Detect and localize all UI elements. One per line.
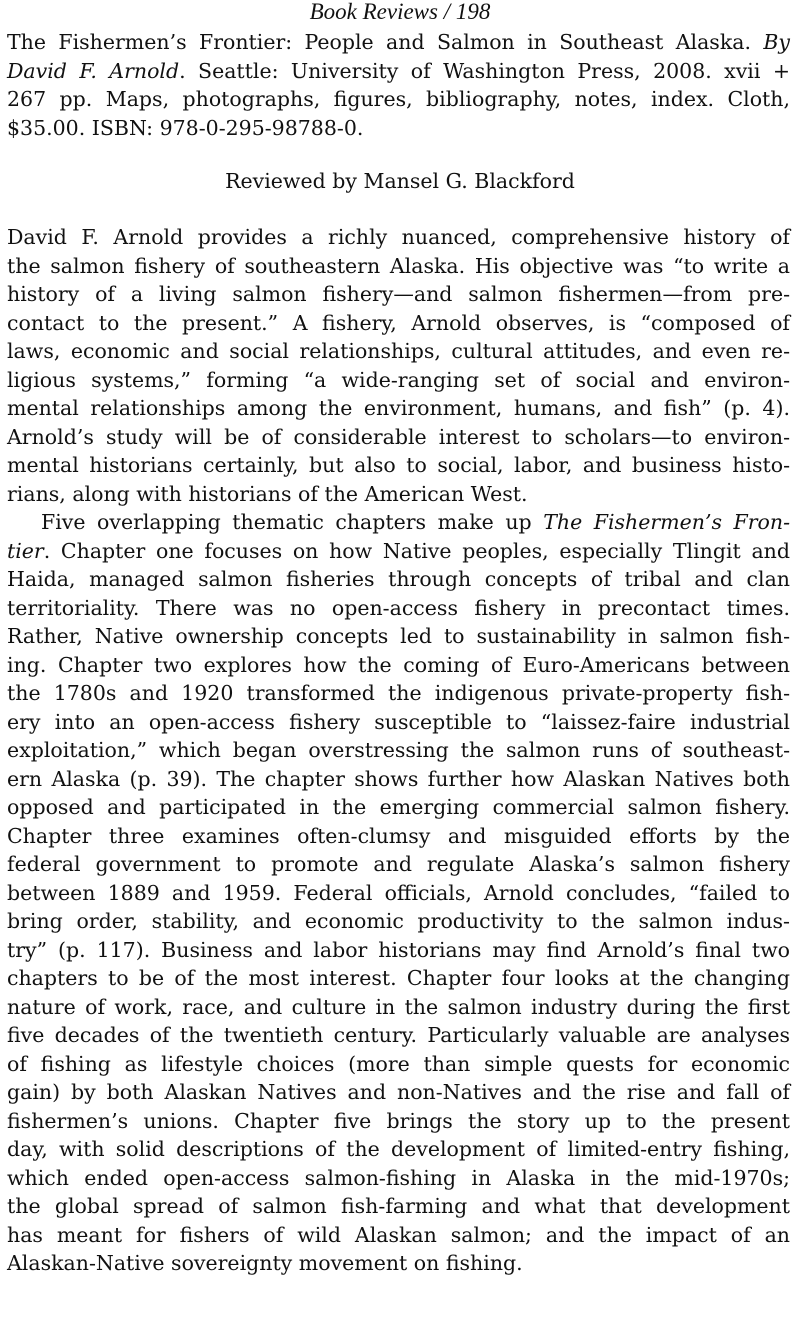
text-line (7, 679, 790, 708)
text-line (7, 907, 790, 936)
italic-text: By (763, 30, 790, 54)
text-line (7, 622, 790, 651)
italic-text: The Fishermen’s Fron- (543, 510, 791, 534)
text-line (7, 423, 790, 452)
text-line (7, 85, 790, 114)
text-segment: has meant for fishers of wild Alaskan salmon; and the impact of an (7, 1222, 790, 1247)
text-line (7, 936, 790, 965)
running-head: Book Reviews / 198 (309, 0, 491, 24)
text-segment: . Chapter one focuses on how Native peoples, especially Tlingit and (43, 538, 790, 563)
text-line (7, 508, 790, 537)
text-line (7, 765, 790, 794)
text-segment: ern Alaska (p. 39). The chapter shows further how Alaskan Natives both (7, 766, 790, 791)
reviewer-byline: Reviewed by Mansel G. Blackford (225, 169, 575, 193)
text-segment: gain) by both Alaskan Natives and non-Natives and the rise and fall of (7, 1080, 790, 1104)
text-segment: exploitation,” which began overstressing the salmon runs of southeast- (7, 738, 790, 762)
text-segment: bring order, stability, and economic productivity to the salmon indus- (7, 909, 790, 933)
text-line (7, 537, 790, 566)
text-segment: fishermen’s unions. Chapter five brings the story up to the present (7, 1108, 790, 1133)
text-segment: the salmon fishery of southeastern Alaska. His objective was “to write a (7, 253, 790, 278)
text-segment: $35.00. ISBN: 978-0-295-98788-0. (7, 115, 364, 140)
text-line (7, 280, 790, 309)
italic-text: David F. Arnold (7, 58, 180, 83)
text-segment: Haida, managed salmon fisheries through concepts of tribal and clan (7, 567, 790, 591)
text-line (7, 28, 790, 57)
text-segment: Arnold’s study will be of considerable interest to scholars—to environ- (7, 424, 790, 449)
text-segment: 267 pp. Maps, photographs, figures, bibliography, notes, index. Cloth, (7, 87, 790, 111)
text-segment: ery into an open-access fishery susceptible to “laissez-faire industrial (7, 709, 790, 734)
text-segment: mental relationships among the environment, humans, and fish” (p. 4). (7, 396, 790, 420)
text-segment: of fishing as lifestyle choices (more than simple quests for economic (7, 1051, 790, 1076)
text-segment: nature of work, race, and culture in the salmon industry during the first (7, 994, 790, 1019)
text-segment: Alaskan-Native sovereignty movement on fishing. (7, 1251, 523, 1275)
text-line (7, 594, 790, 623)
text-line (7, 1164, 790, 1193)
text-segment: The Fishermen’s Frontier: People and Salmon in Southeast Alaska. (7, 30, 764, 54)
text-line (7, 337, 790, 366)
text-line (7, 1107, 790, 1136)
text-line (7, 252, 790, 281)
text-line (7, 394, 790, 423)
text-line (7, 1078, 790, 1107)
text-segment: the global spread of salmon fish-farming and what that development (7, 1194, 790, 1218)
text-segment: David F. Arnold provides a richly nuanced, comprehensive history of (7, 225, 790, 249)
text-segment: ing. Chapter two explores how the coming of Euro-Americans between (7, 652, 790, 677)
text-line (7, 451, 790, 480)
text-segment: between 1889 and 1959. Federal officials, Arnold concludes, “failed to (7, 880, 790, 905)
text-segment: the 1780s and 1920 transformed the indigenous private-property fish- (7, 681, 790, 705)
text-line (7, 366, 790, 395)
text-line (7, 993, 790, 1022)
text-segment: five decades of the twentieth century. Particularly valuable are analyses (7, 1023, 790, 1047)
text-segment: ligious systems,” forming “a wide-ranging set of social and environ- (7, 367, 790, 392)
text-segment: Chapter three examines often-clumsy and misguided efforts by the (7, 823, 790, 848)
text-line (7, 793, 790, 822)
text-line (7, 114, 790, 143)
text-line (7, 480, 790, 509)
text-line (7, 565, 790, 594)
text-line (7, 1021, 790, 1050)
text-segment: rians, along with historians of the American West. (7, 481, 528, 506)
text-line (7, 822, 790, 851)
text-segment: mental historians certainly, but also to social, labor, and business histo- (7, 453, 790, 477)
text-line (7, 651, 790, 680)
text-segment: try” (p. 117). Business and labor historians may find Arnold’s final two (7, 937, 790, 962)
text-line (7, 1050, 790, 1079)
text-line (7, 57, 790, 86)
text-segment: laws, economic and social relationships, cultural attitudes, and even re- (7, 339, 790, 363)
text-line (7, 1135, 790, 1164)
text-line (7, 736, 790, 765)
text-segment: contact to the present.” A fishery, Arnold observes, is “composed of (7, 310, 790, 335)
text-segment: federal government to promote and regulate Alaska’s salmon fishery (7, 852, 790, 876)
text-segment: day, with solid descriptions of the development of limited-entry fishing, (7, 1137, 790, 1161)
text-line (7, 1221, 790, 1250)
text-line (7, 223, 790, 252)
text-segment: Five overlapping thematic chapters make up (41, 510, 544, 534)
text-line (7, 1249, 790, 1278)
text-segment: which ended open-access salmon-fishing in Alaska in the mid-1970s; (7, 1165, 790, 1190)
text-line (7, 708, 790, 737)
text-line (7, 309, 790, 338)
text-segment: history of a living salmon fishery—and salmon fishermen—from pre- (7, 282, 790, 306)
text-line (7, 850, 790, 879)
text-segment: territoriality. There was no open-access fishery in precontact times. (7, 595, 790, 620)
text-segment: . Seattle: University of Washington Press, 2008. xvii + (179, 58, 790, 83)
text-line (7, 964, 790, 993)
book-citation (7, 28, 790, 142)
review-body (7, 223, 790, 1278)
text-line (7, 879, 790, 908)
text-segment: Rather, Native ownership concepts led to sustainability in salmon fish- (7, 624, 790, 648)
text-segment: opposed and participated in the emerging commercial salmon fishery. (7, 795, 790, 819)
text-line (7, 1192, 790, 1221)
italic-text: tier (7, 538, 44, 563)
text-segment: chapters to be of the most interest. Chapter four looks at the changing (7, 966, 790, 990)
